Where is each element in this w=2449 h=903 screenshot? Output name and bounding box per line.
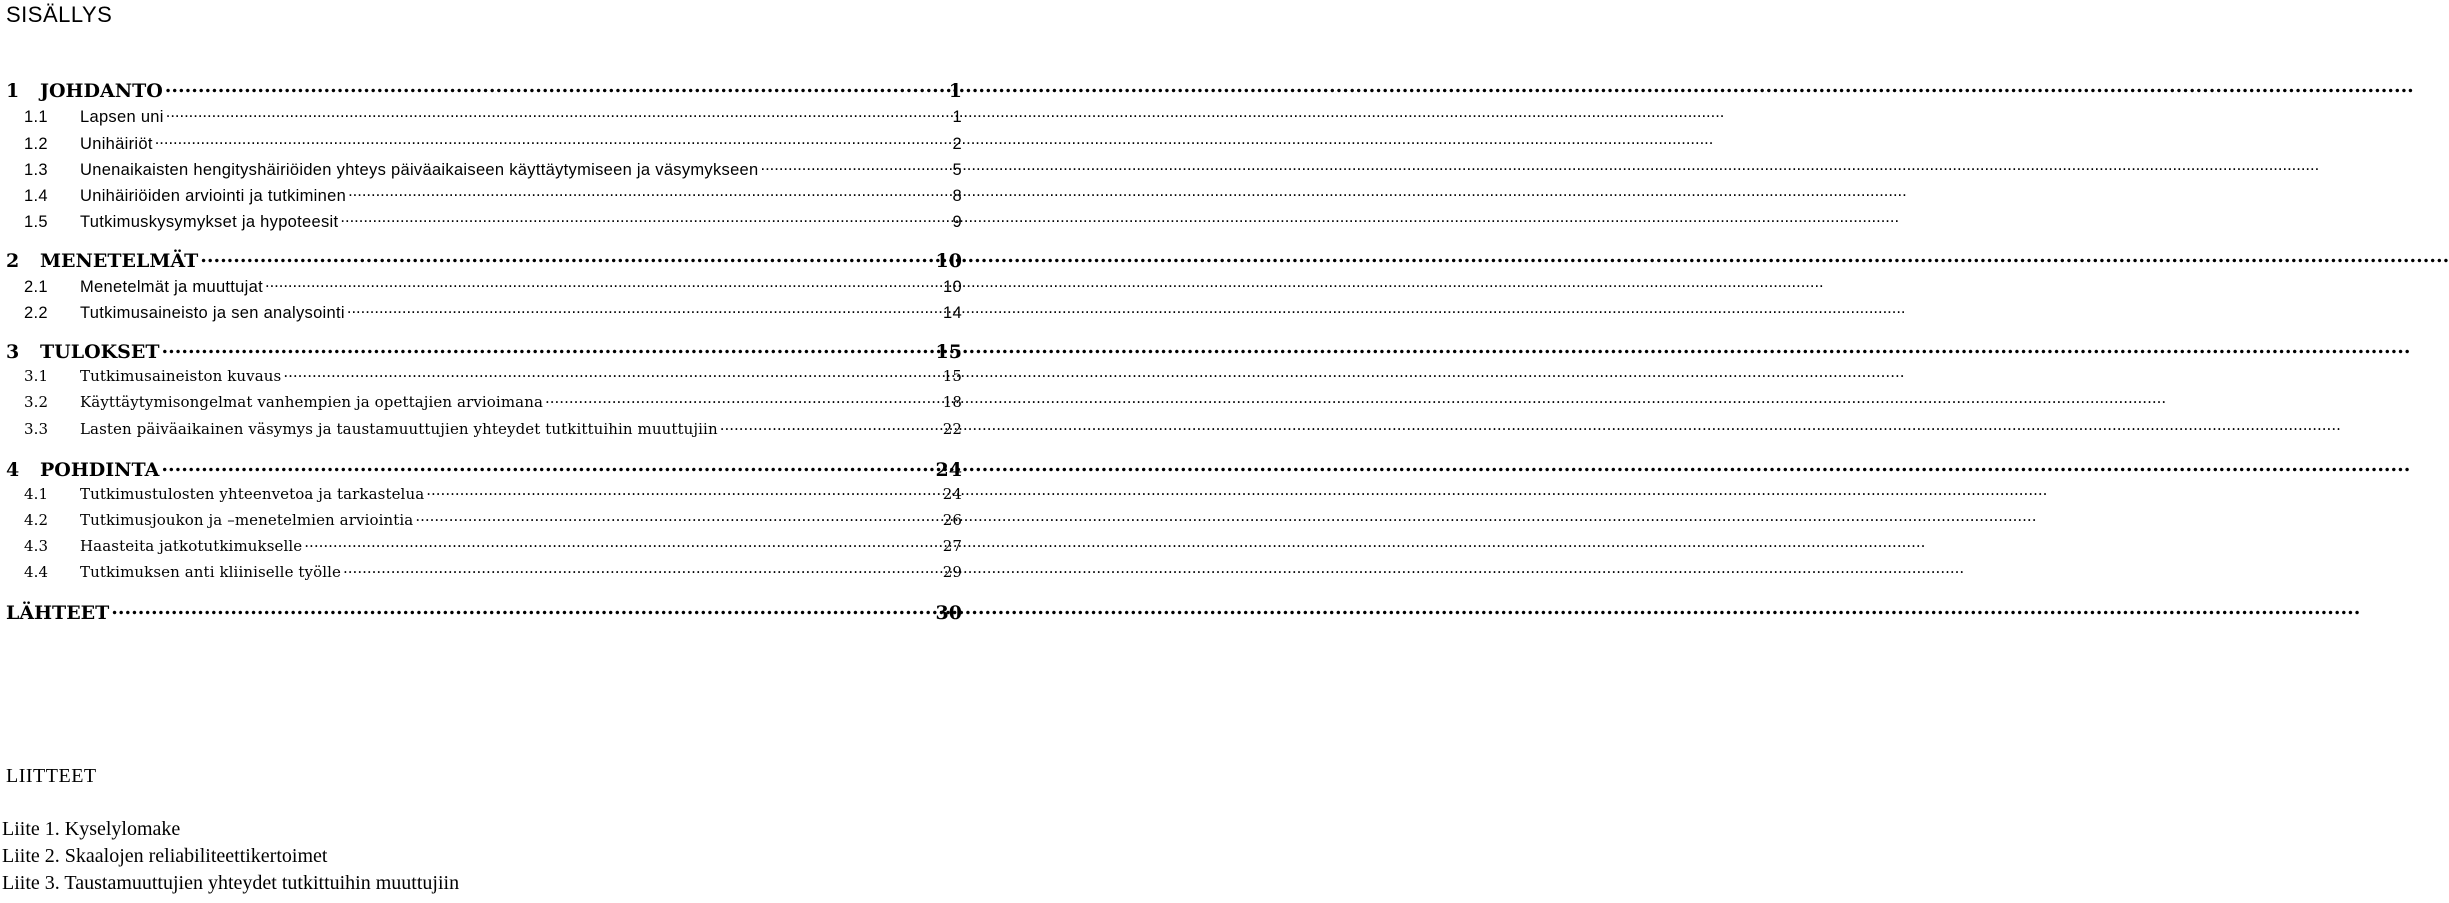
appendix-item[interactable]: Liite 1. Kyselylomake	[2, 818, 181, 840]
toc-entry-title: Tutkimusaineisto ja sen analysointi	[80, 303, 345, 322]
toc-entry-title: JOHDANTO	[40, 80, 163, 102]
toc-entry-number: 2	[6, 250, 20, 272]
toc-entry-number: 3	[6, 341, 20, 363]
dot-leader	[545, 392, 941, 407]
toc-entry-title: POHDINTA	[40, 459, 160, 481]
toc-entry-number: 4.4	[24, 563, 49, 581]
appendix-item[interactable]: Liite 2. Skaalojen reliabiliteettikertoimet	[2, 845, 328, 867]
toc-page-number: 24	[935, 459, 962, 481]
toc-page-number: 9	[952, 212, 962, 231]
toc-entry-title: LÄHTEET	[6, 602, 110, 624]
toc-entry-title: Tutkimuskysymykset ja hypoteesit	[80, 212, 339, 231]
dot-leader	[165, 78, 947, 97]
dot-leader	[161, 457, 933, 476]
appendix-item[interactable]: Liite 3. Taustamuuttujien yhteydet tutkittuihin muuttujiin	[2, 872, 460, 894]
toc-page-number: 24	[942, 485, 962, 503]
dot-leader	[761, 158, 951, 175]
toc-section-entry[interactable]	[24, 419, 962, 445]
toc-page-number: 8	[952, 186, 962, 205]
toc-section-entry[interactable]	[24, 392, 962, 418]
toc-page-number: 18	[942, 393, 962, 411]
dot-leader	[415, 510, 940, 525]
toc-entry-title: Tutkimustulosten yhteenvetoa ja tarkastelua	[80, 485, 425, 503]
dot-leader	[166, 105, 951, 122]
toc-page-number: 2	[952, 134, 962, 153]
toc-entry-title: Käyttäytymisongelmat vanhempien ja opettajien arvioimana	[80, 393, 543, 411]
dot-leader	[340, 210, 950, 227]
toc-entry-title: Unihäiriöiden arviointi ja tutkiminen	[80, 186, 347, 205]
toc-page-number: 26	[942, 511, 962, 529]
toc-entry-number: 4.1	[24, 485, 49, 503]
toc-entry-number: 1.4	[24, 186, 48, 205]
dot-leader	[283, 366, 940, 381]
dot-leader	[347, 301, 941, 318]
toc-entry-number: 4.2	[24, 511, 49, 529]
toc-page-number: 29	[942, 563, 962, 581]
toc-entry-title: Unihäiriöt	[80, 134, 153, 153]
toc-page-number: 14	[943, 303, 962, 322]
toc-page-number: 30	[935, 602, 962, 624]
toc-page-number: 10	[935, 250, 962, 272]
toc-section-entry[interactable]	[24, 562, 962, 588]
dot-leader	[426, 484, 940, 499]
toc-entry-number: 4.3	[24, 537, 49, 555]
toc-entry-title: Tutkimuksen anti kliiniselle työlle	[80, 563, 342, 581]
toc-entry-title: Lapsen uni	[80, 107, 164, 126]
toc-page-number: 27	[942, 537, 962, 555]
toc-entry-number: 3.1	[24, 367, 49, 385]
toc-entry-number: 1	[6, 80, 20, 102]
toc-entry-title: Haasteita jatkotutkimukselle	[80, 537, 303, 555]
toc-entry-title: MENETELMÄT	[40, 250, 199, 272]
toc-entry-number: 1.1	[24, 107, 48, 126]
toc-section-entry[interactable]	[24, 210, 962, 236]
dot-leader	[720, 419, 941, 434]
toc-entry-number: 1.2	[24, 134, 48, 153]
toc-entry-title: Tutkimusaineiston kuvaus	[80, 367, 282, 385]
toc-chapter-entry[interactable]	[6, 600, 962, 628]
dot-leader	[348, 184, 950, 201]
dot-leader	[265, 275, 941, 292]
toc-page-number: 15	[935, 341, 962, 363]
toc-entry-title: Menetelmät ja muuttujat	[80, 277, 263, 296]
toc-section-entry[interactable]	[24, 301, 962, 327]
dot-leader	[200, 248, 933, 267]
toc-section-entry[interactable]	[24, 184, 962, 210]
toc-entry-number: 2.1	[24, 277, 48, 296]
toc-entry-number: 4	[6, 459, 20, 481]
toc-entry-number: 2.2	[24, 303, 48, 322]
toc-heading: SISÄLLYS	[6, 2, 113, 27]
toc-entry-number: 1.3	[24, 160, 48, 179]
dot-leader	[155, 132, 951, 149]
toc-section-entry[interactable]	[24, 105, 962, 131]
toc-entry-title: Unenaikaisten hengityshäiriöiden yhteys päiväaikaiseen käyttäytymiseen ja väsymykseen	[80, 160, 759, 179]
toc-entry-number: 1.5	[24, 212, 48, 231]
dot-leader	[343, 562, 941, 577]
appendices-heading: LIITTEET	[6, 765, 97, 787]
toc-entry-title: Tutkimusjoukon ja –menetelmien arviointia	[80, 511, 414, 529]
toc-page-number: 1	[948, 80, 962, 102]
toc-entry-number: 3.2	[24, 393, 49, 411]
toc-page-number: 5	[952, 160, 962, 179]
toc-section-entry[interactable]	[24, 132, 962, 158]
toc-entry-number: 3.3	[24, 420, 49, 438]
toc-entry-title: TULOKSET	[40, 341, 160, 363]
toc-page-number: 15	[942, 367, 962, 385]
dot-leader	[161, 339, 933, 358]
document-page	[0, 0, 960, 903]
toc-entry-title: Lasten päiväaikainen väsymys ja taustamuuttujien yhteydet tutkittuihin muuttujiin	[80, 420, 718, 438]
toc-section-entry[interactable]	[24, 275, 962, 301]
dot-leader	[111, 600, 933, 619]
toc-section-entry[interactable]	[24, 158, 962, 184]
dot-leader	[304, 536, 940, 551]
toc-page-number: 22	[942, 420, 962, 438]
toc-page-number: 10	[943, 277, 962, 296]
toc-page-number: 1	[952, 107, 962, 126]
